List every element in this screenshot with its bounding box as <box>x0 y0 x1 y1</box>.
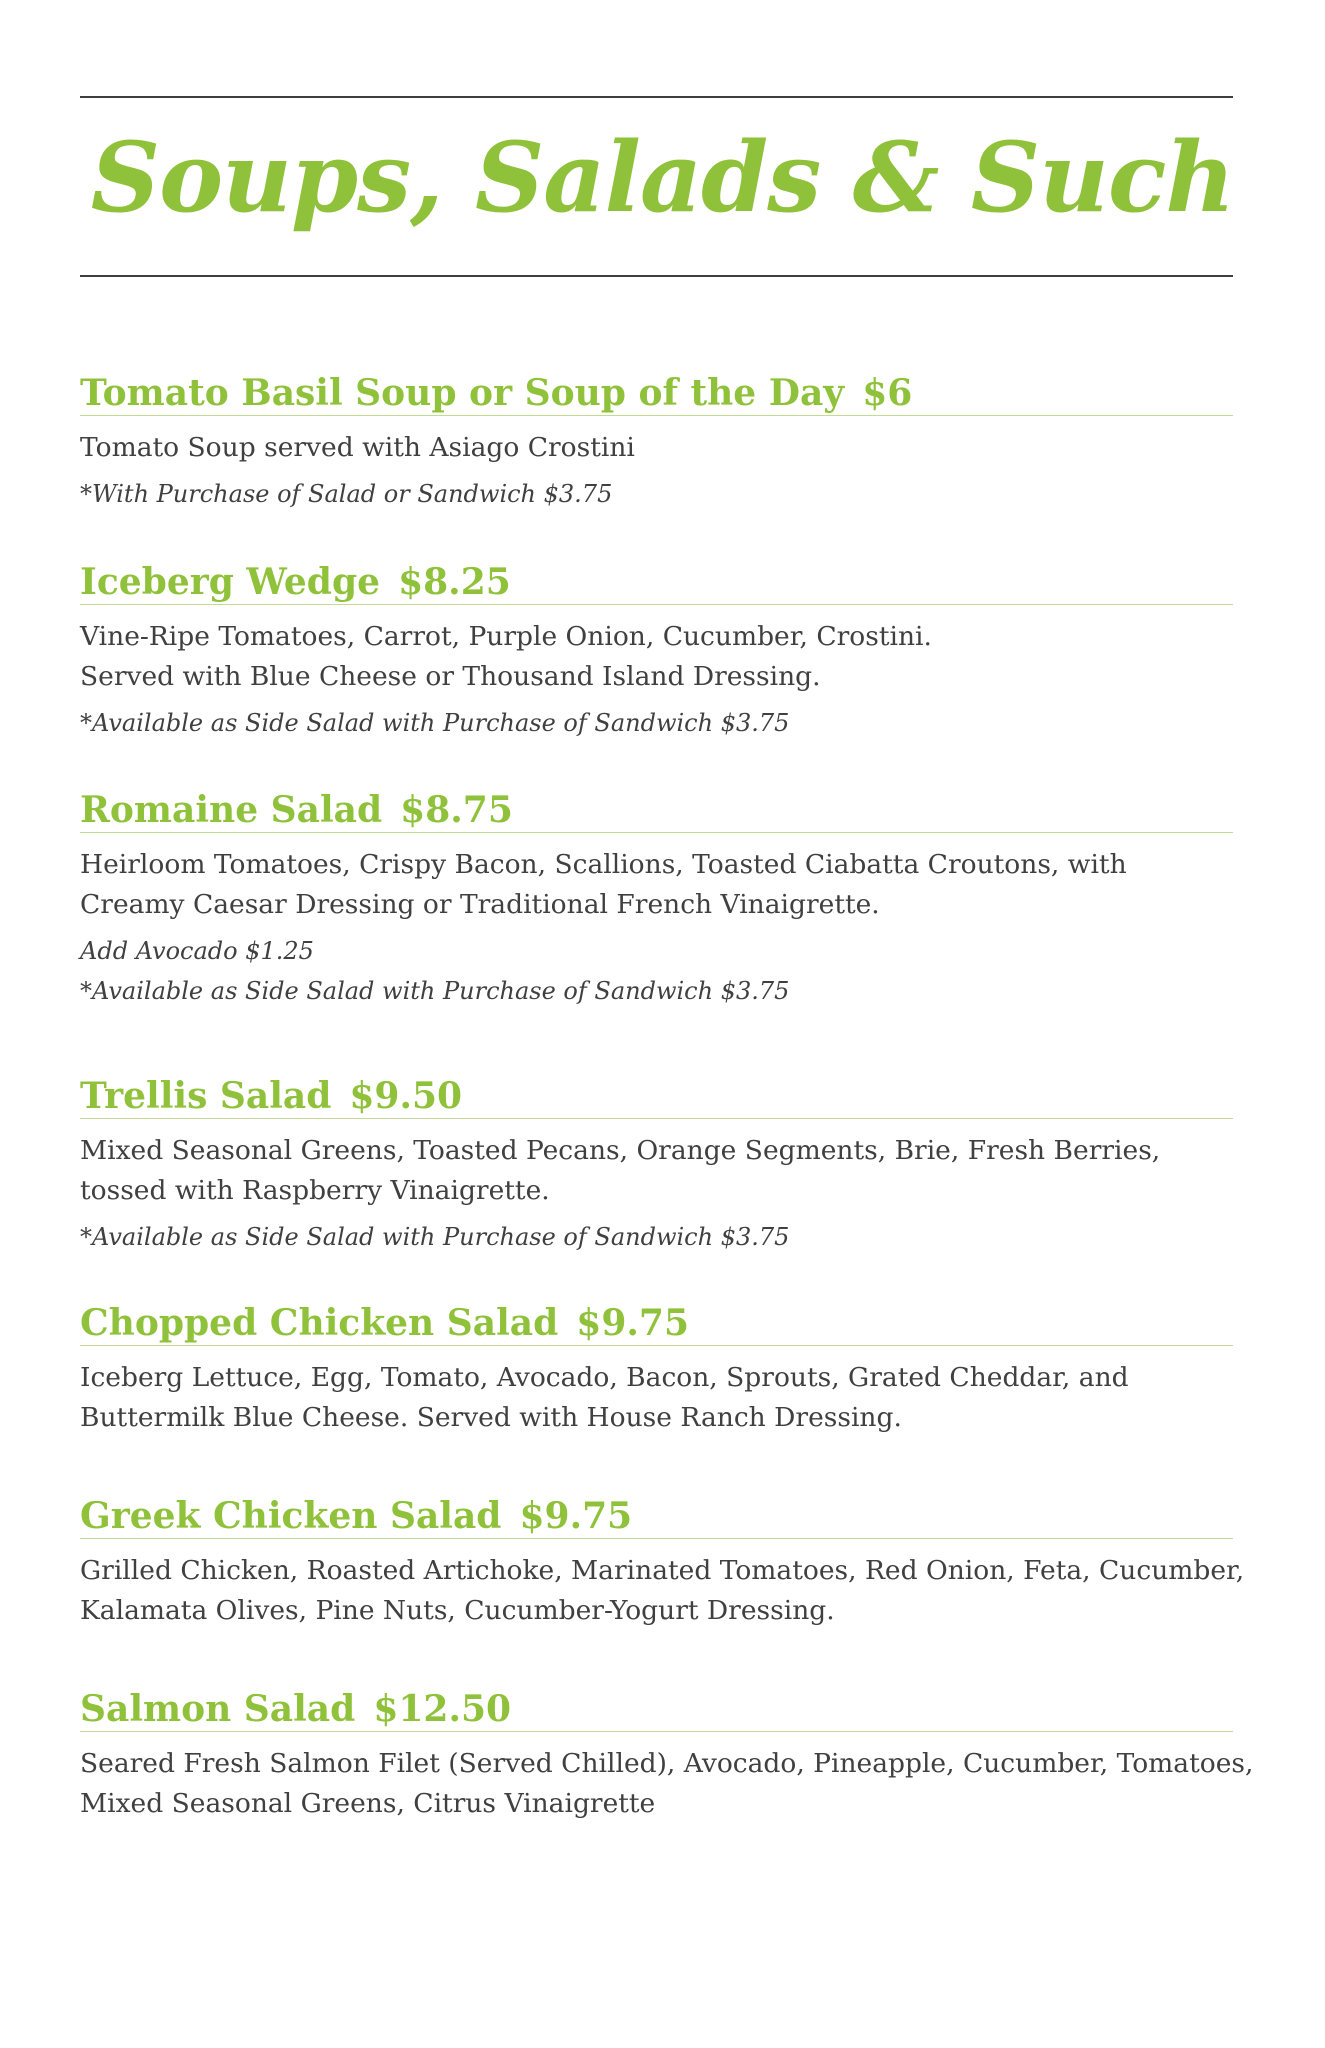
menu-item-heading <box>80 1687 1233 1732</box>
menu-item-heading <box>80 1494 1233 1539</box>
menu-item-price: $9.75 <box>576 1302 689 1344</box>
menu-item-note: Add Avocado $1.25 <box>80 937 314 965</box>
menu-item-description: Buttermilk Blue Cheese. Served with House Ranch Dressing. <box>80 1402 902 1433</box>
menu-item-name: Trellis Salad <box>80 1075 332 1117</box>
menu-item-name: Chopped Chicken Salad <box>80 1302 559 1344</box>
menu-item-price: $9.75 <box>519 1495 633 1537</box>
title-bottom-rule <box>80 275 1233 277</box>
menu-item-name: Tomato Basil Soup or Soup of the Day <box>80 372 845 414</box>
menu-item-heading <box>80 1074 1233 1119</box>
menu-item-price: $12.50 <box>373 1688 512 1730</box>
menu-item-trellis-salad <box>80 1074 1233 1257</box>
menu-item-salmon-salad <box>80 1687 1254 1824</box>
menu-item-greek-chicken-salad <box>80 1494 1245 1631</box>
menu-item-description: Tomato Soup served with Asiago Crostini <box>80 432 635 463</box>
menu-item-note: *Available as Side Salad with Purchase of Sandwich $3.75 <box>80 709 790 737</box>
menu-item-heading <box>80 560 1233 605</box>
menu-item-description: Seared Fresh Salmon Filet (Served Chilled), Avocado, Pineapple, Cucumber, Tomatoes, <box>80 1748 1254 1779</box>
menu-item-description: Heirloom Tomatoes, Crispy Bacon, Scallions, Toasted Ciabatta Croutons, with <box>80 849 1127 880</box>
menu-item-romaine-salad <box>80 788 1233 1011</box>
page-title: Soups, Salads & Such <box>90 121 1235 234</box>
menu-item-description: Grilled Chicken, Roasted Artichoke, Marinated Tomatoes, Red Onion, Feta, Cucumber, <box>80 1555 1245 1586</box>
menu-item-heading <box>80 1301 1233 1346</box>
menu-item-name: Romaine Salad <box>80 789 383 831</box>
menu-item-note: *With Purchase of Salad or Sandwich $3.75 <box>80 480 613 508</box>
title-top-rule <box>80 96 1233 98</box>
menu-item-description: Served with Blue Cheese or Thousand Island Dressing. <box>80 661 821 692</box>
menu-item-description: Mixed Seasonal Greens, Toasted Pecans, Orange Segments, Brie, Fresh Berries, <box>80 1135 1161 1166</box>
menu-item-description: Mixed Seasonal Greens, Citrus Vinaigrette <box>80 1788 656 1819</box>
menu-item-description: Vine-Ripe Tomatoes, Carrot, Purple Onion, Cucumber, Crostini. <box>80 621 932 652</box>
menu-item-price: $8.25 <box>398 561 511 603</box>
menu-item-price: $8.75 <box>400 789 513 831</box>
menu-item-description: Iceberg Lettuce, Egg, Tomato, Avocado, Bacon, Sprouts, Grated Cheddar, and <box>80 1362 1129 1393</box>
menu-item-name: Salmon Salad <box>80 1688 356 1730</box>
menu-item-description: Kalamata Olives, Pine Nuts, Cucumber-Yogurt Dressing. <box>80 1595 835 1626</box>
menu-item-note: *Available as Side Salad with Purchase of Sandwich $3.75 <box>80 977 790 1005</box>
menu-item-description: tossed with Raspberry Vinaigrette. <box>80 1175 550 1206</box>
menu-item-heading <box>80 371 1233 416</box>
menu-item-price: $9.50 <box>349 1075 463 1117</box>
menu-item-name: Iceberg Wedge <box>80 561 381 603</box>
menu-item-iceberg-wedge <box>80 560 1233 743</box>
menu-item-chopped-chicken-salad <box>80 1301 1233 1438</box>
menu-item-name: Greek Chicken Salad <box>80 1495 502 1537</box>
menu-item-description: Creamy Caesar Dressing or Traditional French Vinaigrette. <box>80 889 880 920</box>
menu-item-tomato-basil-soup <box>80 371 1233 514</box>
menu-item-heading <box>80 788 1233 833</box>
menu-item-price: $6 <box>862 372 913 414</box>
menu-item-note: *Available as Side Salad with Purchase of Sandwich $3.75 <box>80 1223 790 1251</box>
